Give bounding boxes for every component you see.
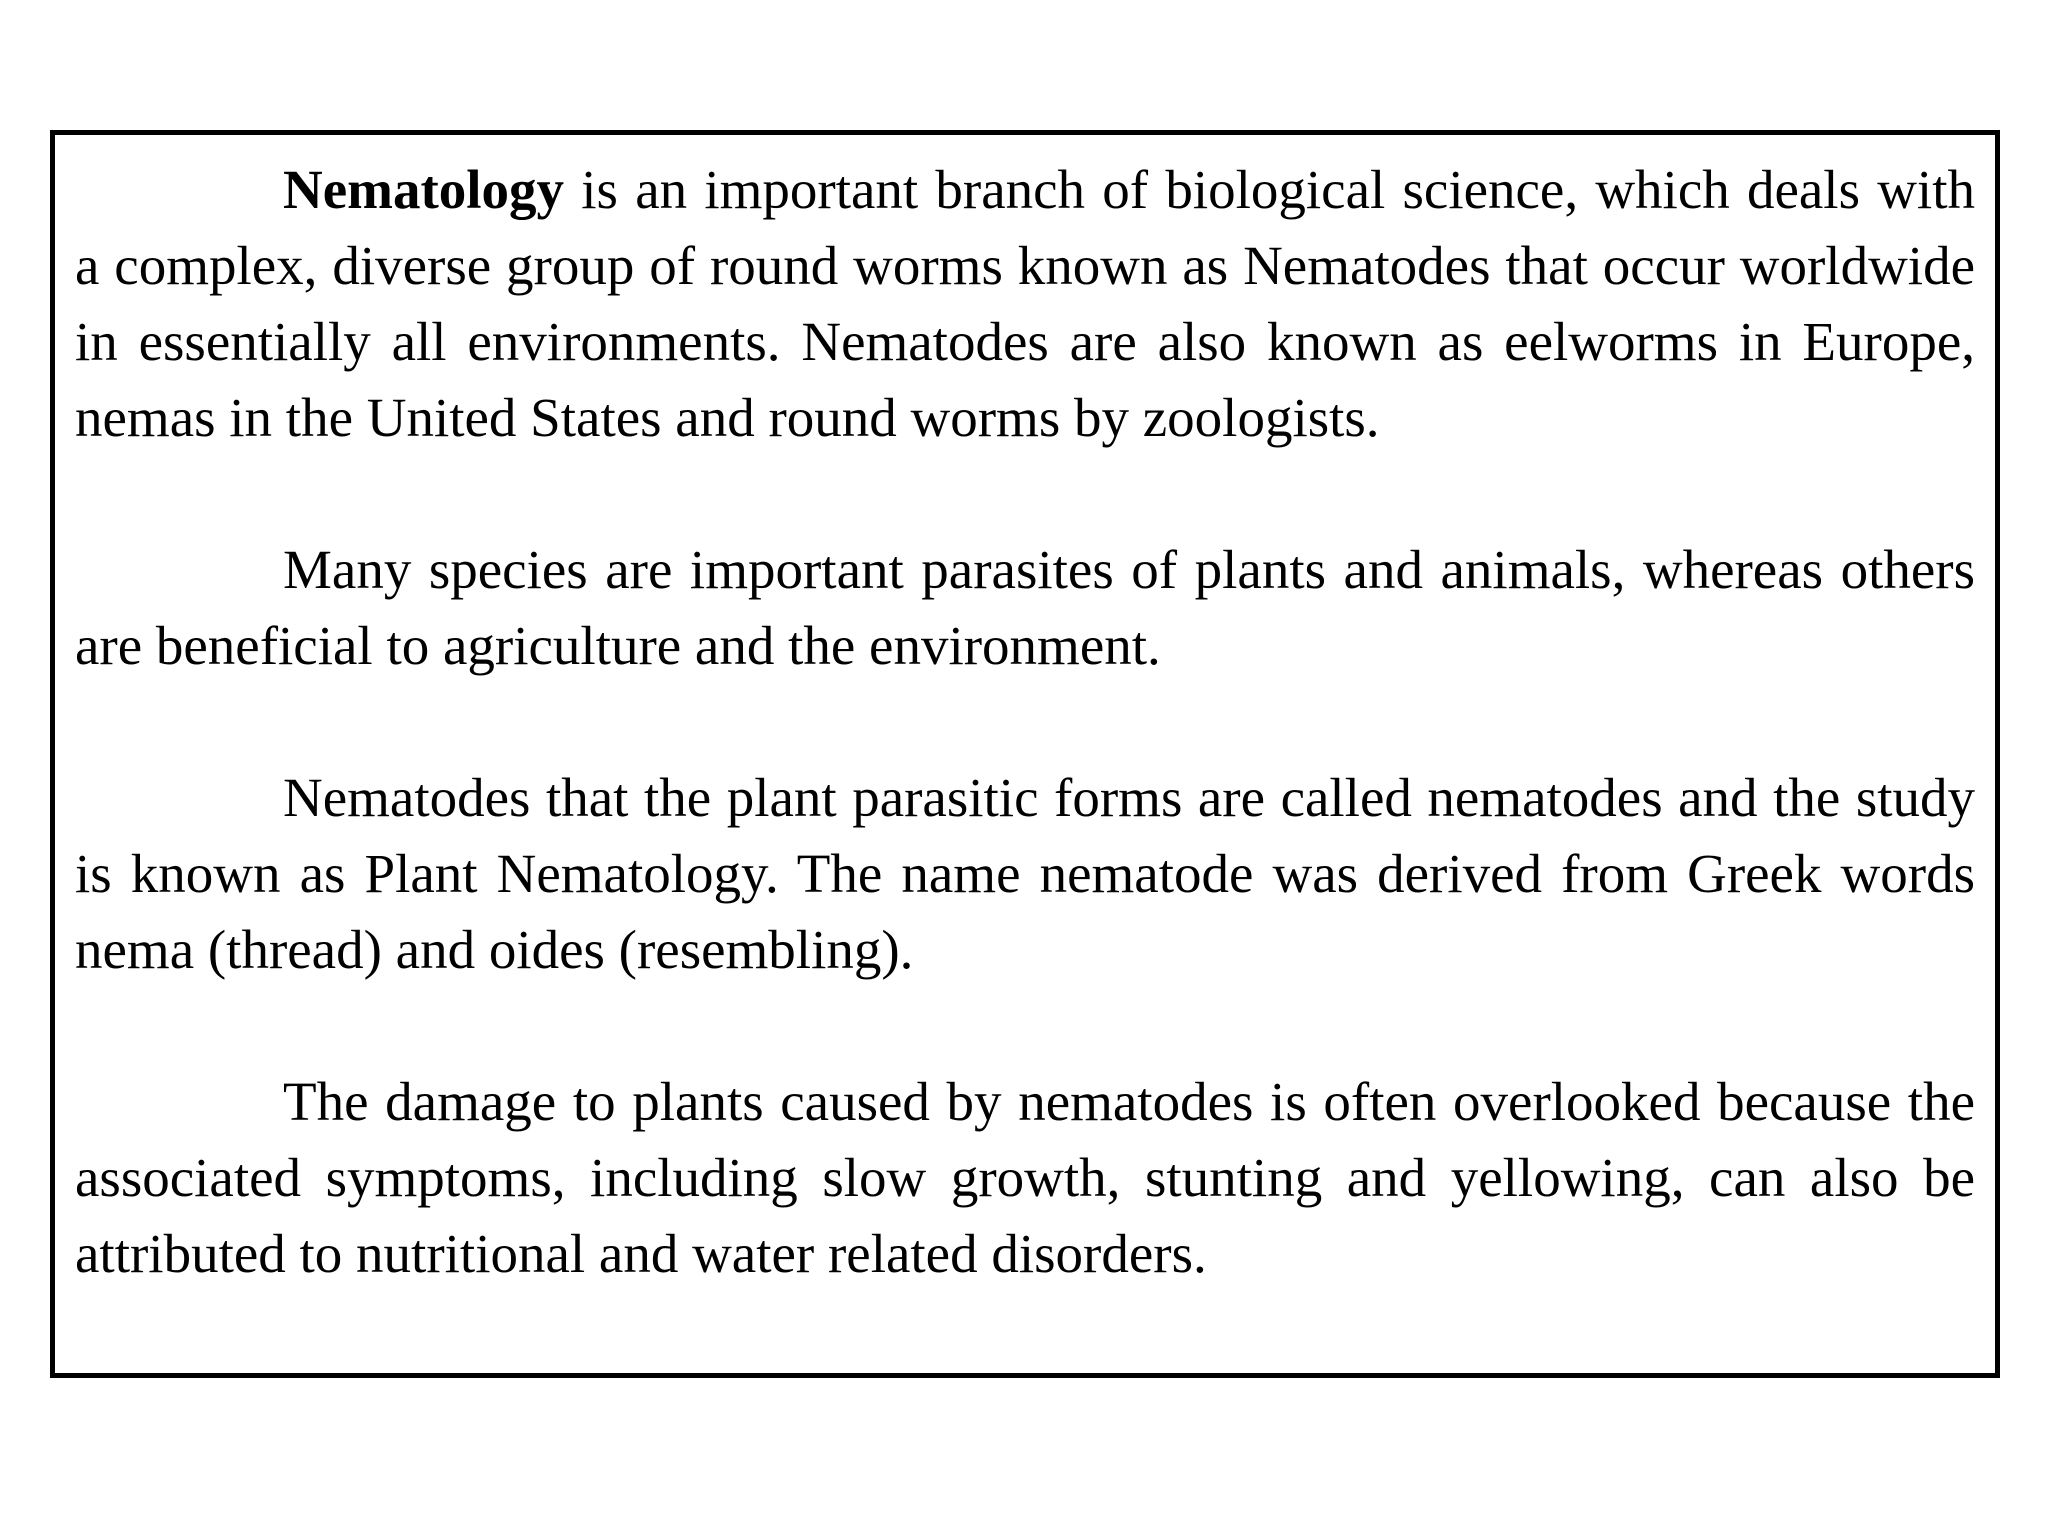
paragraph-nematology-definition (75, 152, 1975, 456)
paragraph-species-importance: Many species are important parasites of plants and animals, whereas others are beneficial to agriculture and the environment. (75, 539, 1975, 676)
term-nematology: Nematology (283, 159, 565, 220)
paragraph-1-text: is an important branch of biological science, which deals with a complex, diverse group of round worms known as Nematodes that occur worldwide in essentially all environments. Nematodes are also known as eelworms in Europe, nemas in the United States and round worms by zoologists. (75, 159, 1975, 448)
paragraph-plant-nematology: Nematodes that the plant parasitic forms are called nematodes and the study is known as Plant Nematology. The name nematode was derived from Greek words nema (thread) and oides (resembling). (75, 767, 1975, 980)
bordered-text-box (50, 130, 2000, 1378)
paragraph-plant-damage: The damage to plants caused by nematodes is often overlooked because the associated symptoms, including slow growth, stunting and yellowing, can also be attributed to nutritional and water related disorders. (75, 1071, 1975, 1284)
